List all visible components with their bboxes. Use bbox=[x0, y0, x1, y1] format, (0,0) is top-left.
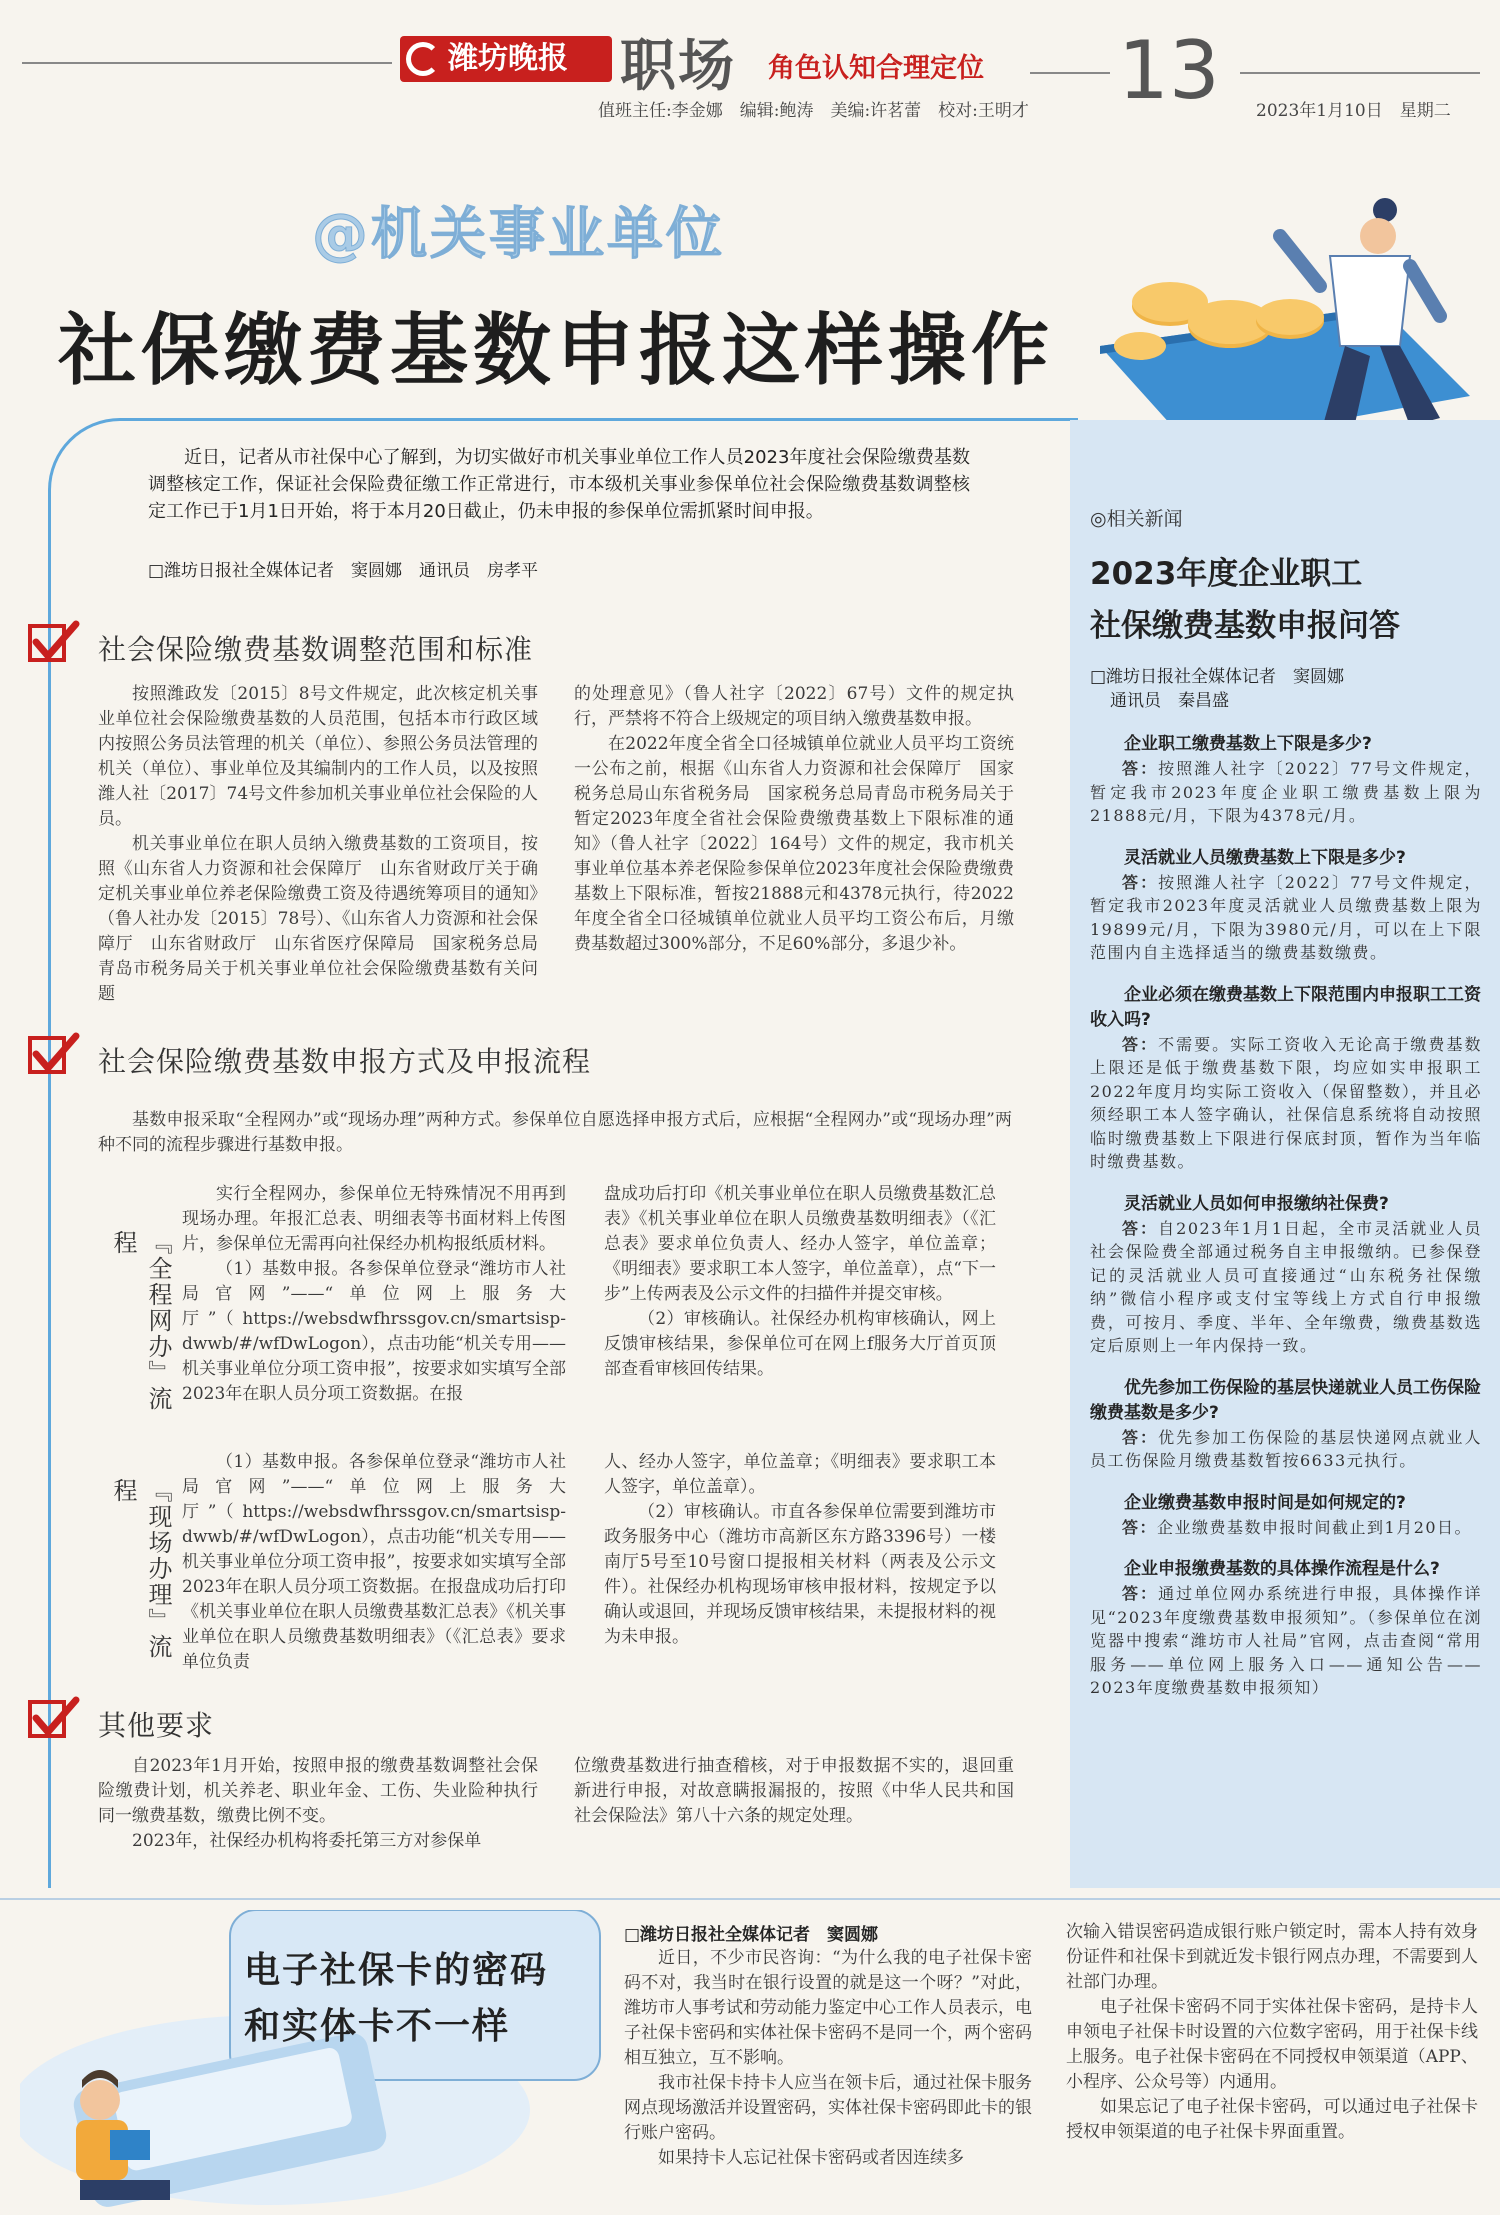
checkmark-icon bbox=[28, 1696, 80, 1742]
onsite-c1-p1: （1）基数申报。各参保单位登录“潍坊市人社局官网”——“单位网上服务大厅”（https://websdwfhrssgov.cn/smartsisp-dwwb/#/wfDwLogon），点击功能“机关专用——机关事业单位分项工资申报”，按要求如实填写全部2023年在职人员分项工资数据。在报盘成功后打印《机关事业单位在职人员缴费基数汇总表》《机关事业单位在职人员缴费基数明细表》（《汇总表》要求单位负责 bbox=[182, 1452, 566, 1672]
bottom-c2-p3: 如果忘记了电子社保卡密码，可以通过电子社保卡授权申领渠道的电子社保卡界面重置。 bbox=[1066, 2097, 1478, 2142]
masthead-rule-far-right bbox=[1240, 72, 1480, 74]
s1c2-p1: 的处理意见》（鲁人社字〔2022〕67号）文件的规定执行，严禁将不符合上级规定的项目纳入缴费基数申报。 bbox=[574, 684, 1014, 729]
lead-byline: □潍坊日报社全媒体记者 窦圆娜 通讯员 房孝平 bbox=[148, 561, 539, 581]
qa-answer: 答：自2023年1月1日起，全市灵活就业人员社会保险费全部通过税务自主申报缴纳。已参保登记的灵活就业人员可直接通过“山东税务社保缴纳”微信小程序或支付宝等线上方式自行申报缴费，可按月、季度、半年、全年缴费，缴费基数选定后原则上一年内保持一致。 bbox=[1090, 1218, 1482, 1355]
qa-item bbox=[1090, 846, 1482, 965]
qa-answer: 答：优先参加工伤保险的基层快递网点就业人员工伤保险月缴费基数暂按6633元执行。 bbox=[1090, 1427, 1482, 1470]
page-number: 13 bbox=[1118, 24, 1220, 117]
bottom-byline: □潍坊日报社全媒体记者 窦圆娜 bbox=[624, 1925, 879, 1945]
section1-col1 bbox=[98, 682, 538, 1007]
online-process-label: 『全程网办』流程 bbox=[109, 1230, 172, 1412]
masthead-rule-left bbox=[22, 62, 392, 64]
qa-question: 企业职工缴费基数上下限是多少? bbox=[1124, 734, 1372, 754]
section3-col2 bbox=[574, 1754, 1014, 1829]
sidebar-title-line1: 2023年度企业职工 bbox=[1090, 556, 1363, 592]
qa-question: 企业申报缴费基数的具体操作流程是什么? bbox=[1124, 1559, 1440, 1579]
s3c1-p2: 2023年，社保经办机构将委托第三方对参保单 bbox=[132, 1831, 482, 1851]
masthead-rule-right bbox=[1030, 72, 1110, 74]
qa-item bbox=[1090, 1192, 1482, 1358]
s3c2-p1: 位缴费基数进行抽查稽核，对于申报数据不实的，退回重新进行申报，对故意瞒报漏报的，按照《中华人民共和国社会保险法》第八十六条的规定处理。 bbox=[574, 1756, 1014, 1826]
qa-answer-text: 企业缴费基数申报时间截止到1月20日。 bbox=[1157, 1517, 1473, 1537]
lead-paragraph bbox=[148, 444, 970, 525]
qa-answer-text: 通过单位网办系统进行申报，具体操作详见“2023年度缴费基数申报须知”。（参保单位在浏览器中搜索“潍坊市人社局”官网，点击查阅“常用服务——单位网上服务入口——通知公告——2023年度缴费基数申报须知） bbox=[1090, 1584, 1482, 1697]
staff-credits: 值班主任:李金娜 编辑:鲍涛 美编:许茗蕾 校对:王明才 bbox=[598, 101, 1029, 121]
sidebar-qa-list bbox=[1090, 732, 1482, 1700]
qa-question: 企业缴费基数申报时间是如何规定的? bbox=[1124, 1492, 1406, 1513]
onsite-c2-p1: 人、经办人签字，单位盖章；《明细表》要求职工本人签字，单位盖章）。 bbox=[604, 1452, 996, 1497]
issue-date: 2023年1月10日 星期二 bbox=[1256, 101, 1451, 121]
headline-kicker: @机关事业单位 bbox=[312, 202, 725, 267]
qa-item bbox=[1090, 983, 1482, 1174]
s1c1-p2: 机关事业单位在职人员纳入缴费基数的工资项目，按照《山东省人力资源和社会保障厅 山东省财政厅关于确定机关事业单位养老保险缴费工资及待遇统筹项目的通知》（鲁人社办发〔2015〕78号）、《山东省人力资源和社会保障厅 山东省财政厅 山东省医疗保障局 国家税务总局青岛市税务局关于机关事业单位社会保险缴费基数有关问题 bbox=[98, 834, 538, 1004]
section1-title: 社会保险缴费基数调整范围和标准 bbox=[98, 633, 534, 666]
qa-item bbox=[1090, 732, 1482, 828]
qa-answer: 答：企业缴费基数申报时间截止到1月20日。 bbox=[1122, 1517, 1473, 1537]
online-col1 bbox=[182, 1182, 566, 1407]
qa-answer-text: 不需要。实际工资收入无论高于缴费基数上限还是低于缴费基数下限，均应如实申报职工2022年度月均实际工资收入（保留整数），并且必须经职工本人签字确认，社保信息系统将自动按照临时缴费基数上下限进行保底封顶，暂作为当年临时缴费基数。 bbox=[1090, 1034, 1482, 1171]
onsite-col1 bbox=[182, 1450, 566, 1675]
qa-item bbox=[1090, 1491, 1482, 1540]
qa-answer-text: 按照潍人社字〔2022〕77号文件规定，暂定我市2023年度灵活就业人员缴费基数上限为19899元/月，下限为3980元/月，可以在上下限范围内自主选择适当的缴费基数缴费。 bbox=[1090, 872, 1482, 962]
qa-question: 灵活就业人员如何申报缴纳社保费? bbox=[1124, 1193, 1389, 1214]
qa-answer-text: 优先参加工伤保险的基层快递网点就业人员工伤保险月缴费基数暂按6633元执行。 bbox=[1090, 1427, 1482, 1470]
section3-col1 bbox=[98, 1754, 538, 1854]
bottom-c2-p2: 电子社保卡密码不同于实体社保卡密码，是持卡人申领电子社保卡时设置的六位数字密码，用于社保卡线上服务。电子社保卡密码在不同授权申领渠道（APP、小程序、公众号等）内通用。 bbox=[1066, 1997, 1478, 2092]
bottom-c1-p2: 我市社保卡持卡人应当在领卡后，通过社保卡服务网点现场激活并设置密码，实体社保卡密码即此卡的银行账户密码。 bbox=[624, 2073, 1032, 2143]
section2-intro bbox=[98, 1108, 1012, 1158]
masthead bbox=[0, 0, 1500, 130]
qa-answer: 答：不需要。实际工资收入无论高于缴费基数上限还是低于缴费基数下限，均应如实申报职工2022年度月均实际工资收入（保留整数），并且必须经职工本人签字确认，社保信息系统将自动按照临时缴费基数上下限进行保底封顶，暂作为当年临时缴费基数。 bbox=[1090, 1034, 1482, 1171]
section2-title: 社会保险缴费基数申报方式及申报流程 bbox=[98, 1045, 592, 1078]
section1-col2 bbox=[574, 682, 1014, 957]
online-c2-p2: （2）审核确认。社保经办机构审核确认，网上反馈审核结果，参保单位可在网上f服务大厅首页顶部查看审核回传结果。 bbox=[604, 1309, 996, 1379]
checkmark-icon bbox=[28, 1032, 80, 1078]
qa-item bbox=[1090, 1376, 1482, 1473]
qa-question: 灵活就业人员缴费基数上下限是多少? bbox=[1124, 847, 1406, 868]
qa-answer: 答：按照潍人社字〔2022〕77号文件规定，暂定我市2023年度灵活就业人员缴费基数上限为19899元/月，下限为3980元/月，可以在上下限范围内自主选择适当的缴费基数缴费。 bbox=[1090, 872, 1482, 962]
s3c1-p1: 自2023年1月开始，按照申报的缴费基数调整社会保险缴费计划，机关养老、职业年金、工伤、失业险种执行同一缴费基数，缴费比例不变。 bbox=[98, 1756, 538, 1826]
sidebar-title-line2: 社保缴费基数申报问答 bbox=[1090, 608, 1400, 644]
qa-answer-text: 自2023年1月1日起，全市灵活就业人员社会保险费全部通过税务自主申报缴纳。已参保登记的灵活就业人员可直接通过“山东税务社保缴纳”微信小程序或支付宝等线上方式自行申报缴费，可按月、季度、半年、全年缴费，缴费基数选定后原则上一年内保持一致。 bbox=[1090, 1218, 1482, 1355]
checkmark-icon bbox=[28, 620, 80, 666]
online-c1-p2: （1）基数申报。各参保单位登录“潍坊市人社局官网”——“单位网上服务大厅”（https://websdwfhrssgov.cn/smartsisp-dwwb/#/wfDwLogon），点击功能“机关专用——机关事业单位分项工资申报”，按要求如实填写全部2023年在职人员分项工资数据。在报 bbox=[182, 1259, 566, 1404]
bottom-col2 bbox=[1066, 1920, 1478, 2145]
sidebar-tag: ◎相关新闻 bbox=[1090, 508, 1183, 530]
lead-text: 近日，记者从市社保中心了解到，为切实做好市机关事业单位工作人员2023年度社会保险缴费基数调整核定工作，保证社会保险费征缴工作正常进行，市本级机关事业参保单位社会保险缴费基数调整核定工作已于1月1日开始，将于本月20日截止，仍未申报的参保单位需抓紧时间申报。 bbox=[148, 447, 970, 522]
sidebar-byline1: □潍坊日报社全媒体记者 窦圆娜 bbox=[1090, 667, 1345, 687]
paper-logo bbox=[400, 36, 612, 82]
qa-item bbox=[1090, 1557, 1482, 1700]
bottom-title-line2: 和实体卡不一样 bbox=[244, 2006, 511, 2047]
section-name: 职场 bbox=[620, 34, 736, 99]
s2-intro-text: 基数申报采取“全程网办”或“现场办理”两种方式。参保单位自愿选择申报方式后，应根据“全程网办”或“现场办理”两种不同的流程步骤进行基数申报。 bbox=[98, 1110, 1012, 1155]
bottom-c2-p1: 次输入错误密码造成银行账户锁定时，需本人持有效身份证件和社保卡到就近发卡银行网点办理，不需要到人社部门办理。 bbox=[1066, 1922, 1478, 1992]
section-tagline: 角色认知合理定位 bbox=[768, 53, 984, 84]
online-c1-p1: 实行全程网办，参保单位无特殊情况不用再到现场办理。年报汇总表、明细表等书面材料上传图片，参保单位无需再向社保经办机构报纸质材料。 bbox=[182, 1184, 566, 1254]
qa-answer-text: 按照潍人社字〔2022〕77号文件规定，暂定我市2023年度企业职工缴费基数上限为21888元/月，下限为4378元/月。 bbox=[1090, 759, 1482, 825]
qa-answer: 答：按照潍人社字〔2022〕77号文件规定，暂定我市2023年度企业职工缴费基数上限为21888元/月，下限为4378元/月。 bbox=[1090, 759, 1482, 825]
qa-answer: 答：通过单位网办系统进行申报，具体操作详见“2023年度缴费基数申报须知”。（参保单位在浏览器中搜索“潍坊市人社局”官网，点击查阅“常用服务——单位网上服务入口——通知公告——2023年度缴费基数申报须知） bbox=[1090, 1584, 1482, 1697]
online-col2 bbox=[604, 1182, 996, 1382]
onsite-col2 bbox=[604, 1450, 996, 1650]
headline-title: 社保缴费基数申报这样操作 bbox=[58, 306, 1055, 396]
paper-name: 潍坊晚报 bbox=[448, 41, 568, 76]
onsite-process-label: 『现场办理』流程 bbox=[109, 1478, 172, 1660]
qa-question: 优先参加工伤保险的基层快递就业人员工伤保险缴费基数是多少? bbox=[1090, 1377, 1481, 1423]
bottom-c1-p1: 近日，不少市民咨询：“为什么我的电子社保卡密码不对，我当时在银行设置的就是这一个呀？”对此，潍坊市人事考试和劳动能力鉴定中心工作人员表示，电子社保卡密码和实体社保卡密码不是同一个，两个密码相互独立，互不影响。 bbox=[624, 1948, 1032, 2068]
s1c1-p1: 按照潍政发〔2015〕8号文件规定，此次核定机关事业单位社会保险缴费基数的人员范围，包括本市行政区域内按照公务员法管理的机关（单位）、参照公务员法管理的机关（单位）、事业单位及其编制内的工作人员，以及按照潍人社〔2017〕74号文件参加机关事业单位社会保险的人员。 bbox=[98, 684, 538, 829]
bottom-col1 bbox=[624, 1946, 1032, 2171]
sidebar-byline2: 通讯员 秦昌盛 bbox=[1110, 691, 1229, 711]
bottom-c1-p3: 如果持卡人忘记社保卡密码或者因连续多 bbox=[658, 2148, 964, 2168]
s1c2-p2: 在2022年度全省全口径城镇单位就业人员平均工资统一公布之前，根据《山东省人力资源和社会保障厅 国家税务总局山东省税务局 国家税务总局青岛市税务局关于暂定2023年度全省社会保险费缴费基数上下限标准的通知》（鲁人社字〔2022〕164号）文件的规定，我市机关事业单位基本养老保险参保单位2023年度社会保险费缴费基数上下限标准，暂按21888元和4378元执行，待2022年度全省全口径城镇单位就业人员平均工资公布后，月缴费基数超过300%部分，不足60%部分，多退少补。 bbox=[574, 734, 1014, 954]
bottom-divider bbox=[0, 1898, 1500, 1900]
qa-question: 企业必须在缴费基数上下限范围内申报职工工资收入吗? bbox=[1090, 984, 1481, 1030]
section3-title: 其他要求 bbox=[98, 1709, 215, 1742]
logo-swirl-icon bbox=[406, 42, 440, 76]
onsite-c2-p2: （2）审核确认。市直各参保单位需要到潍坊市政务服务中心（潍坊市高新区东方路3396号）一楼南厅5号至10号窗口提报相关材料（两表及公示文件）。社保经办机构现场审核申报材料，按规定予以确认或退回，并现场反馈审核结果，未提报材料的视为未申报。 bbox=[604, 1502, 996, 1647]
bottom-title-line1: 电子社保卡的密码 bbox=[244, 1950, 549, 1991]
online-c2-p1: 盘成功后打印《机关事业单位在职人员缴费基数汇总表》《机关事业单位在职人员缴费基数明细表》（《汇总表》要求单位负责人、经办人签字，单位盖章；《明细表》要求职工本人签字，单位盖章），点“下一步”上传两表及公示文件的扫描件并提交审核。 bbox=[604, 1184, 996, 1304]
